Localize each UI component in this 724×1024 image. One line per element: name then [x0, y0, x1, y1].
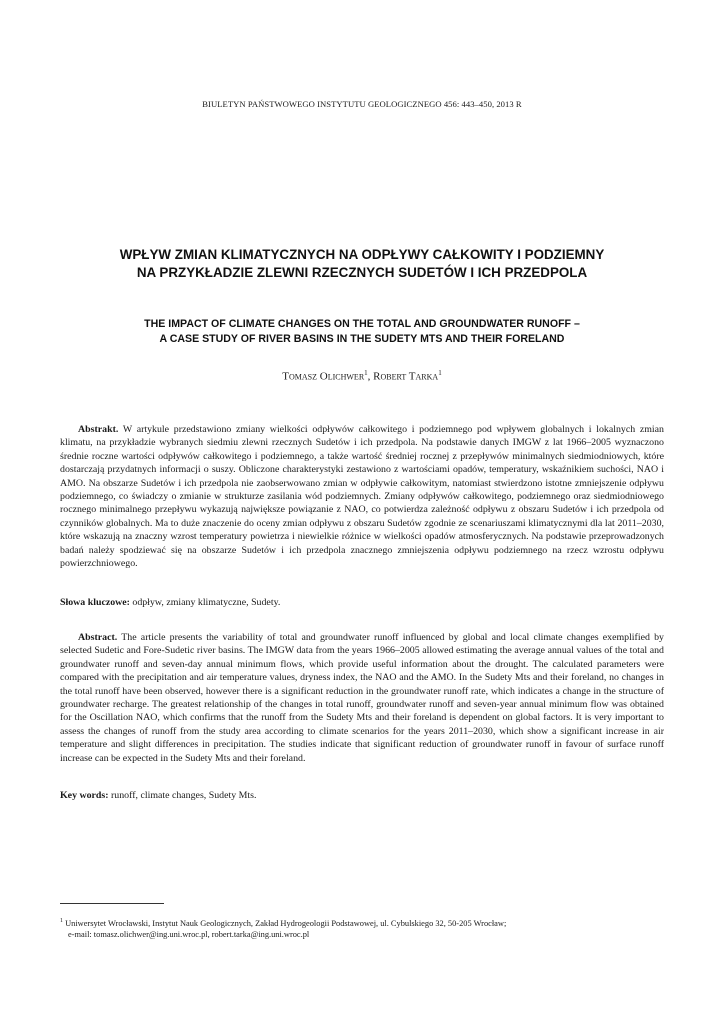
footnote-affiliation: Uniwersytet Wrocławski, Instytut Nauk Geologicznych, Zakład Hydrogeologii Podstawowej, ul. Cybulskiego 32, 50-205 Wrocław; [63, 918, 507, 928]
affiliation-footnote [60, 916, 664, 941]
title-polish-line-2: NA PRZYKŁADZIE ZLEWNI RZECZNYCH SUDETÓW I ICH PRZEDPOLA [136, 265, 588, 280]
abstract-polish-label: Abstrakt. [78, 424, 119, 435]
title-polish-line-1: WPŁYW ZMIAN KLIMATYCZNYCH NA ODPŁYWY CAŁKOWITY I PODZIEMNY [119, 247, 605, 262]
footnote-divider [60, 903, 164, 904]
author-1-affiliation-marker: 1 [364, 369, 368, 377]
keywords-polish-label: Słowa kluczowe: [60, 597, 130, 608]
author-separator: , [367, 370, 374, 383]
keywords-polish-text: odpływ, zmiany klimatyczne, Sudety. [129, 597, 281, 608]
title-english-line-1: THE IMPACT OF CLIMATE CHANGES ON THE TOTAL AND GROUNDWATER RUNOFF – [144, 318, 580, 330]
author-2-affiliation-marker: 1 [438, 369, 442, 377]
author-1-name: Tomasz Olichwer [282, 370, 365, 383]
abstract-polish [60, 423, 664, 570]
footnote-marker: 1 [60, 918, 63, 924]
author-2-name: Robert Tarka [373, 370, 439, 383]
keywords-english-text: runoff, climate changes, Sudety Mts. [108, 790, 257, 801]
title-english-line-2: A CASE STUDY OF RIVER BASINS IN THE SUDETY MTS AND THEIR FORELAND [159, 333, 565, 345]
abstract-english-text: The article presents the variability of total and groundwater runoff influenced by global and local climate changes exemplified by selected Sudetic and Fore-Sudetic river basins. The IMGW data from the years 1966–2005 allowed estimating the average annual values of the total and groundwater runoff and seven-day annual minimum flows, which provide useful information about the drought. The calculated parameters were compared with the precipitation and air temperature values, dryness index, the NAO and the AMO. In the Sudety Mts and their foreland, no changes in the total runoff have been observed, however there is a significant reduction in the groundwater runoff rate, which indicates a change in the structure of groundwater recharge. The greatest relationship of the changes in total runoff, groundwater runoff and seven-year annual minimum flow was obtained for the Oscillation NAO, which confirms that the runoff from the Sudety Mts and their foreland is dependent on global factors. It is very important to assess the changes of runoff from the study area according to climate scenarios for the years 2011–2030, which show a significant increase in air temperature and slight differences in precipitation. The studies indicate that significant reduction of groundwater runoff in favour of surface runoff increase can be expected in the Sudety Mts and their foreland. [60, 632, 664, 764]
keywords-english [60, 789, 664, 802]
running-header: BIULETYN PAŃSTWOWEGO INSTYTUTU GEOLOGICZNEGO 456: 443–450, 2013 R [202, 99, 522, 109]
footnote-email: e-mail: tomasz.olichwer@ing.uni.wroc.pl, robert.tarka@ing.uni.wroc.pl [68, 930, 310, 940]
abstract-english [60, 631, 664, 765]
abstract-english-label: Abstract. [78, 632, 118, 643]
author-list [0, 369, 724, 383]
title-english [80, 317, 644, 347]
keywords-english-label: Key words: [60, 790, 109, 801]
keywords-polish [60, 596, 664, 609]
title-polish [80, 246, 644, 282]
abstract-polish-text: W artykule przedstawiono zmiany wielkości odpływów całkowitego i podziemnego pod wpływem globalnych i lokalnych zmian klimatu, na przykładzie wybranych siedmiu zlewni rzecznych Sudetów i ich przedpola. Na podstawie danych IMGW z lat 1966–2005 wyznaczono średnie roczne wartości odpływów całkowitego i podziemnego, a także wartość średniej rocznej z przepływów minimalnych siedmiodniowych, które dostarczają przydatnych informacji o suszy. Obliczone charakterystyki zestawiono z wartościami opadów, temperatury, wskaźnikiem suchości, NAO i AMO. Na obszarze Sudetów i ich przedpola nie zaobserwowano zmian w odpływie całkowitym, natomiast stwierdzono istotne zmniejszenie odpływu podziemnego, co świadczy o zmianie w strukturze zasilania wód podziemnych. Zmiany odpływów całkowitego, podziemnego oraz siedmiodniowego rocznego minimalnego przepływu wykazują największe powiązanie z NAO, co potwierdza zależność odpływu z obszaru Sudetów i ich przedpola od czynników globalnych. Ma to duże znaczenie do oceny zmian odpływu z obszaru Sudetów zgodnie ze scenariuszami klimatycznymi dla lat 2011–2030, które wskazują na znaczny wzrost temperatury powietrza i niewielkie różnice w wielkości opadów atmosferycznych. Na podstawie przeprowadzonych badań należy spodziewać się na obszarze Sudetów i ich przedpola znacznego zmniejszenia odpływu podziemnego na rzecz wzrostu odpływu powierzchniowego. [60, 424, 664, 570]
